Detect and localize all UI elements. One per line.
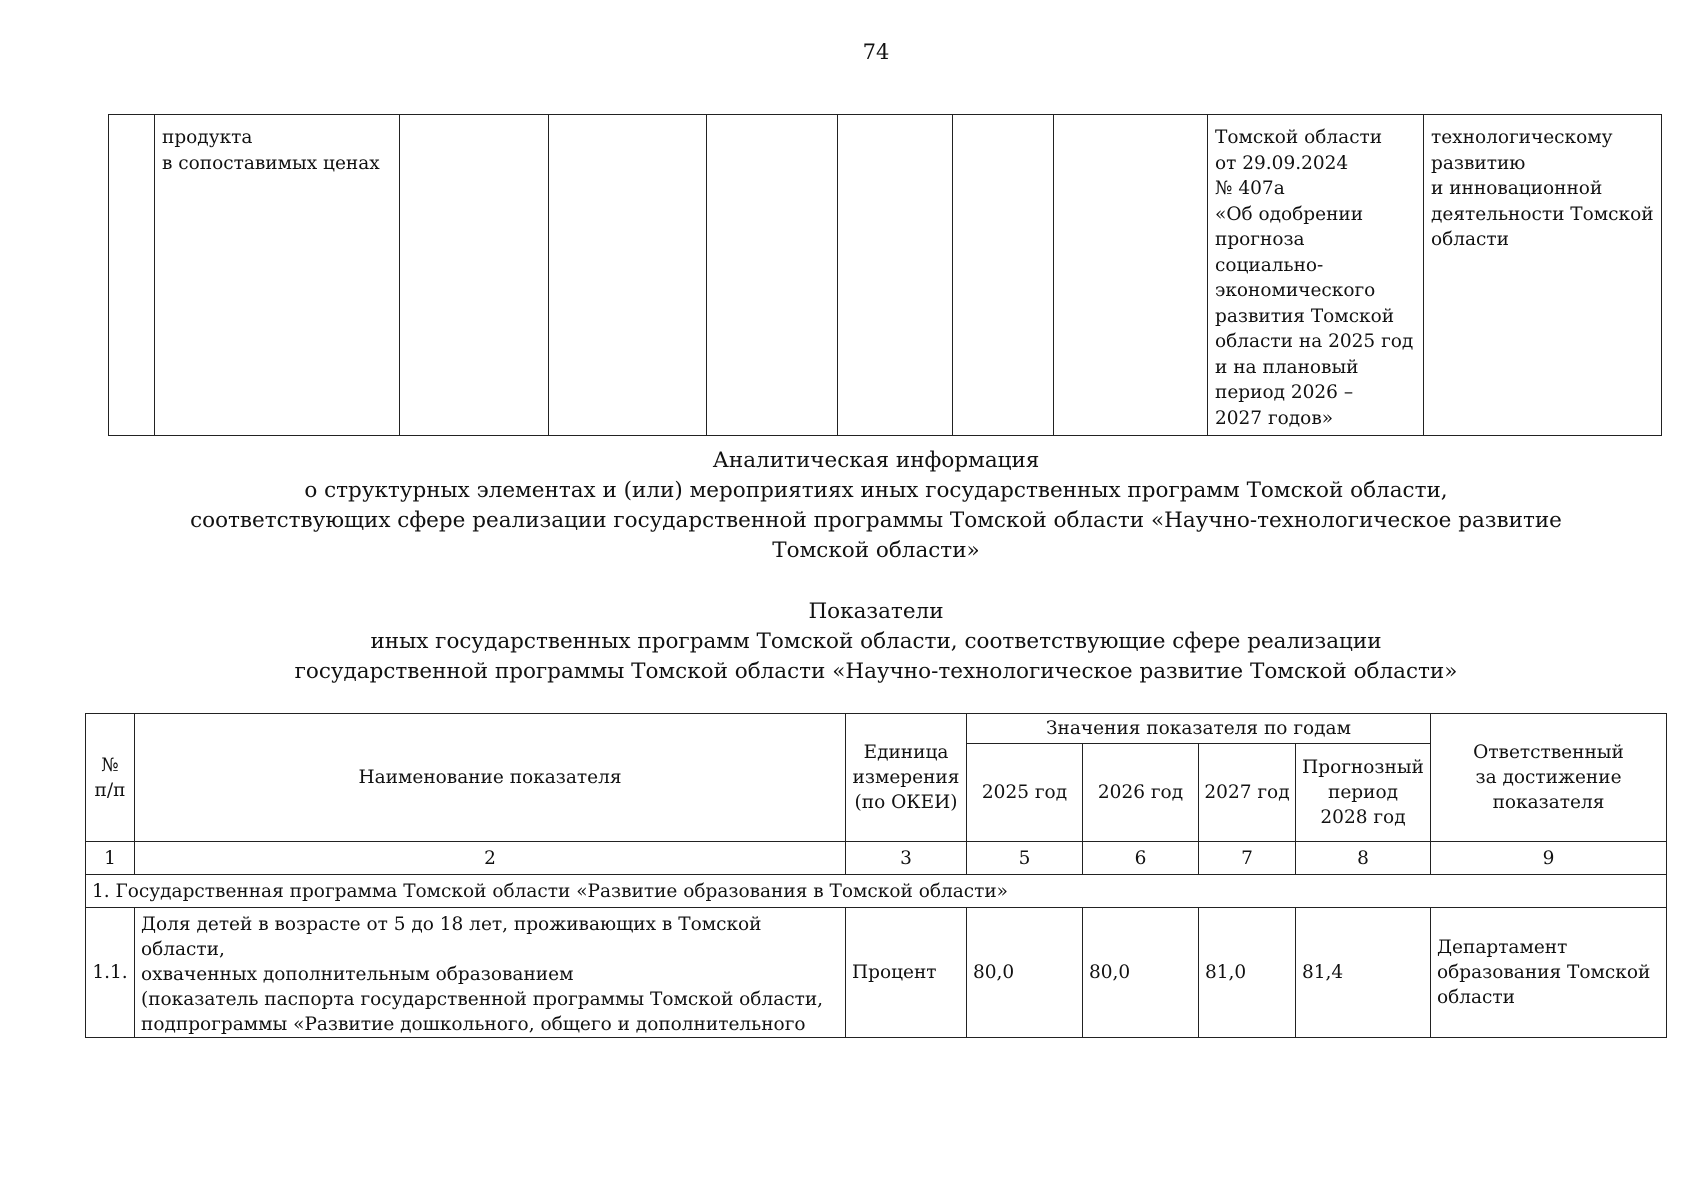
row-value-2025: 80,0	[967, 908, 1083, 1038]
page-number: 74	[862, 40, 890, 64]
header-num: № п/п	[86, 714, 135, 842]
row-num: 1.1.	[86, 908, 135, 1038]
column-number: 8	[1296, 842, 1431, 875]
analytic-heading-line-2: о структурных элементах и (или) мероприятиях иных государственных программ Томской области,	[304, 478, 1448, 503]
column-number: 2	[135, 842, 846, 875]
column-number: 1	[86, 842, 135, 875]
header-unit: Единица измерения (по ОКЕИ)	[846, 714, 967, 842]
header-responsible: Ответственный за достижение показателя	[1431, 714, 1667, 842]
column-numbers-row	[86, 842, 1667, 875]
row-value-2027: 81,0	[1199, 908, 1296, 1038]
continued-table-row	[109, 115, 1662, 436]
header-row-1	[86, 714, 1667, 744]
continued-cell-name: продукта в сопоставимых ценах	[155, 115, 400, 436]
header-year-2025: 2025 год	[967, 744, 1083, 842]
analytic-heading-line-4: Томской области»	[772, 538, 980, 563]
analytic-heading-line-1: Аналитическая информация	[712, 448, 1040, 473]
row-responsible: Департамент образования Томской области	[1431, 908, 1667, 1038]
indicators-heading-line-1: Показатели	[808, 599, 944, 624]
column-number: 5	[967, 842, 1083, 875]
row-value-2026: 80,0	[1083, 908, 1199, 1038]
continued-cell-5	[707, 115, 838, 436]
row-name: Доля детей в возрасте от 5 до 18 лет, проживающих в Томской области, охваченных дополнительным образованием (показатель паспорта государственной программы Томской области, подпрограммы «Развитие дошкольного, общего и дополнительного	[135, 908, 846, 1038]
table-row	[86, 908, 1667, 1038]
continued-cell-4	[549, 115, 707, 436]
continued-cell-7	[953, 115, 1054, 436]
header-forecast-2028: Прогнозный период 2028 год	[1296, 744, 1431, 842]
indicators-heading-line-3: государственной программы Томской области «Научно-технологическое развитие Томской области»	[294, 659, 1458, 684]
indicators-table	[85, 713, 1667, 1038]
analytic-heading-line-3: соответствующих сфере реализации государственной программы Томской области «Научно-технологическое развитие	[190, 508, 1562, 533]
continued-cell-6	[838, 115, 953, 436]
continued-cell-document: Томской области от 29.09.2024 № 407а «Об одобрении прогноза социально- экономического развития Томской области на 2025 год и на плановый период 2026 – 2027 годов»	[1208, 115, 1424, 436]
continued-cell-num	[109, 115, 155, 436]
row-value-2028: 81,4	[1296, 908, 1431, 1038]
column-number: 3	[846, 842, 967, 875]
continued-cell-8	[1054, 115, 1208, 436]
continued-table	[108, 114, 1662, 436]
header-year-2026: 2026 год	[1083, 744, 1199, 842]
section-row	[86, 875, 1667, 908]
continued-cell-responsible: технологическому развитию и инновационной деятельности Томской области	[1424, 115, 1662, 436]
indicators-heading-line-2: иных государственных программ Томской области, соответствующие сфере реализации	[370, 629, 1382, 654]
header-values-group: Значения показателя по годам	[967, 714, 1431, 744]
header-year-2027: 2027 год	[1199, 744, 1296, 842]
header-name: Наименование показателя	[135, 714, 846, 842]
row-unit: Процент	[846, 908, 967, 1038]
column-number: 6	[1083, 842, 1199, 875]
column-number: 7	[1199, 842, 1296, 875]
indicators-heading	[0, 597, 1698, 687]
continued-cell-3	[400, 115, 549, 436]
analytic-heading	[0, 446, 1698, 566]
section-title: 1. Государственная программа Томской области «Развитие образования в Томской области»	[86, 875, 1667, 908]
column-number: 9	[1431, 842, 1667, 875]
